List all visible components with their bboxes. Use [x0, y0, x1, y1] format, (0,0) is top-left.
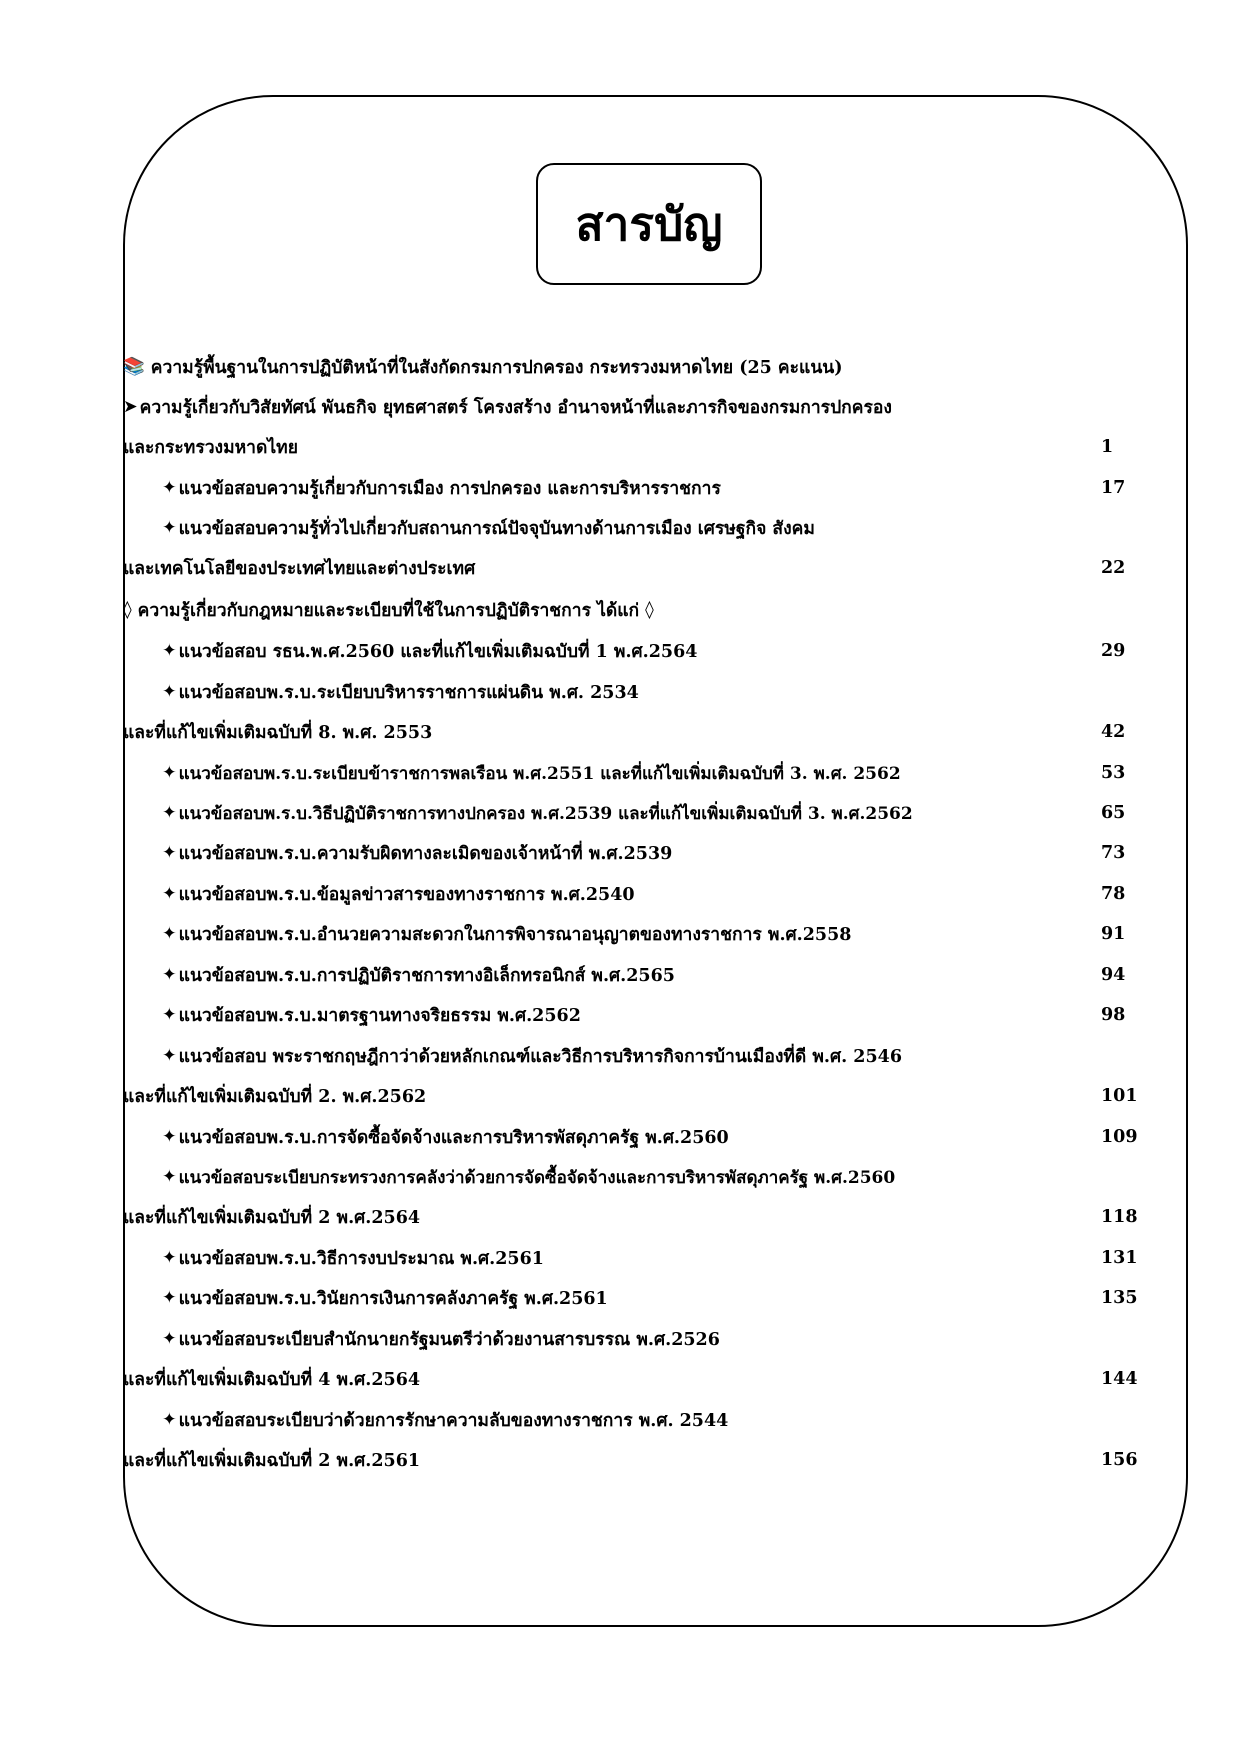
toc-page-number: 78	[1101, 884, 1126, 904]
toc-entry-line1[interactable]: ✦ แนวข้อสอบพ.ร.บ.การปฏิบัติราชการทางอิเล็กทรอนิกส์ พ.ศ.2565	[162, 965, 675, 986]
toc-page-number: 101	[1101, 1086, 1138, 1106]
four-point-star-icon: ✦	[162, 1046, 177, 1066]
title-box	[536, 163, 762, 285]
toc-page-number: 53	[1101, 763, 1126, 783]
four-point-star-icon: ✦	[162, 803, 177, 823]
toc-entry-line1[interactable]: ✦ แนวข้อสอบพ.ร.บ.มาตรฐานทางจริยธรรม พ.ศ.2562	[162, 1005, 581, 1026]
toc-entry-line1[interactable]: ✦ แนวข้อสอบพ.ร.บ.การจัดซื้อจัดจ้างและการบริหารพัสดุภาครัฐ พ.ศ.2560	[162, 1127, 729, 1148]
toc-entry-line1[interactable]: ✦ แนวข้อสอบพ.ร.บ.ข้อมูลข่าวสารของทางราชการ พ.ศ.2540	[162, 884, 635, 905]
toc-page-number: 109	[1101, 1127, 1138, 1147]
toc-entry-line2[interactable]: และเทคโนโลยีของประเทศไทยและต่างประเทศ	[123, 559, 476, 579]
toc-entry-line1[interactable]: ✦ แนวข้อสอบพ.ร.บ.ความรับผิดทางละเมิดของเจ้าหน้าที่ พ.ศ.2539	[162, 843, 673, 864]
four-point-star-icon: ✦	[162, 1329, 177, 1349]
toc-entry-line1[interactable]: ✦ แนวข้อสอบ รธน.พ.ศ.2560 และที่แก้ไขเพิ่มเติมฉบับที่ 1 พ.ศ.2564	[162, 641, 698, 662]
diamond-outline-icon: ◊	[645, 600, 654, 620]
toc-page-number: 118	[1101, 1207, 1138, 1227]
toc-page-number: 73	[1101, 843, 1126, 863]
toc-entry-line1[interactable]: ✦ แนวข้อสอบ พระราชกฤษฎีกาว่าด้วยหลักเกณฑ์และวิธีการบริหารกิจการบ้านเมืองที่ดี พ.ศ. 2546	[162, 1046, 902, 1067]
section1-heading-row	[123, 347, 843, 387]
toc-entry-line1[interactable]: ✦ แนวข้อสอบระเบียบสำนักนายกรัฐมนตรีว่าด้วยงานสารบรรณ พ.ศ.2526	[162, 1329, 720, 1350]
four-point-star-icon: ✦	[162, 1167, 177, 1187]
toc-page-number: 42	[1101, 722, 1126, 742]
toc-entry-line1[interactable]: ✦ แนวข้อสอบระเบียบกระทรวงการคลังว่าด้วยการจัดซื้อจัดจ้างและการบริหารพัสดุภาครัฐ พ.ศ.2560	[162, 1167, 896, 1188]
toc-page-number: 29	[1101, 641, 1126, 661]
section1-heading: ความรู้พื้นฐานในการปฏิบัติหน้าที่ในสังกัดกรมการปกครอง กระทรวงมหาดไทย (25 คะแนน)	[150, 358, 843, 378]
diamond-outline-icon: ◊	[123, 600, 132, 620]
four-point-star-icon: ✦	[162, 1410, 177, 1430]
four-point-star-icon: ✦	[162, 682, 177, 702]
four-point-star-icon: ✦	[162, 924, 177, 944]
toc-page-number: 156	[1101, 1450, 1138, 1470]
toc-page-number: 98	[1101, 1005, 1126, 1025]
toc-entry-line1[interactable]: ✦ แนวข้อสอบความรู้ทั่วไปเกี่ยวกับสถานการณ์ปัจจุบันทางด้านการเมือง เศรษฐกิจ สังคม	[162, 518, 815, 539]
toc-entry-line2[interactable]: และที่แก้ไขเพิ่มเติมฉบับที่ 2 พ.ศ.2564	[123, 1208, 421, 1228]
four-point-star-icon: ✦	[162, 843, 177, 863]
toc-page-number: 22	[1101, 558, 1126, 578]
four-point-star-icon: ✦	[162, 1005, 177, 1025]
toc-page-number: 91	[1101, 924, 1126, 944]
toc-entry-line1[interactable]: ✦ แนวข้อสอบพ.ร.บ.อำนวยความสะดวกในการพิจารณาอนุญาตของทางราชการ พ.ศ.2558	[162, 924, 852, 945]
four-point-star-icon: ✦	[162, 1288, 177, 1308]
toc-entry-line1[interactable]: ✦ แนวข้อสอบพ.ร.บ.วินัยการเงินการคลังภาครัฐ พ.ศ.2561	[162, 1288, 608, 1309]
toc-entry-line1[interactable]: ✦ แนวข้อสอบพ.ร.บ.วิธีปฏิบัติราชการทางปกครอง พ.ศ.2539 และที่แก้ไขเพิ่มเติมฉบับที่ 3. พ.ศ.2562	[162, 803, 913, 824]
toc-entry-line2[interactable]: และกระทรวงมหาดไทย	[123, 438, 298, 458]
toc-entry-line1[interactable]: ✦ แนวข้อสอบระเบียบว่าด้วยการรักษาความลับของทางราชการ พ.ศ. 2544	[162, 1410, 729, 1431]
four-point-star-icon: ✦	[162, 478, 177, 498]
toc-page-number: 144	[1101, 1369, 1138, 1389]
arrowhead-bullet-icon: ➤	[123, 397, 138, 417]
book-stack-icon: 📚	[123, 357, 145, 377]
toc-entry-line2[interactable]: และที่แก้ไขเพิ่มเติมฉบับที่ 8. พ.ศ. 2553	[123, 723, 433, 743]
toc-page-number: 135	[1101, 1288, 1138, 1308]
toc-entry-line2[interactable]: และที่แก้ไขเพิ่มเติมฉบับที่ 4 พ.ศ.2564	[123, 1370, 421, 1390]
toc-entry-line1[interactable]: ✦ แนวข้อสอบความรู้เกี่ยวกับการเมือง การปกครอง และการบริหารราชการ	[162, 478, 721, 499]
toc-entry-line1[interactable]: ✦ แนวข้อสอบพ.ร.บ.ระเบียบบริหารราชการแผ่นดิน พ.ศ. 2534	[162, 682, 639, 703]
four-point-star-icon: ✦	[162, 641, 177, 661]
toc-page-number: 1	[1101, 437, 1114, 457]
toc-entry-line1[interactable]: ➤ ความรู้เกี่ยวกับวิสัยทัศน์ พันธกิจ ยุทธศาสตร์ โครงสร้าง อำนาจหน้าที่และภารกิจของกรมการปกครอง	[123, 397, 892, 418]
four-point-star-icon: ✦	[162, 518, 177, 538]
page-title: สารบัญ	[575, 197, 723, 251]
section2-heading-row	[123, 590, 654, 630]
toc-entry-line2[interactable]: และที่แก้ไขเพิ่มเติมฉบับที่ 2. พ.ศ.2562	[123, 1087, 427, 1107]
toc-entry-line2[interactable]: และที่แก้ไขเพิ่มเติมฉบับที่ 2 พ.ศ.2561	[123, 1451, 421, 1471]
four-point-star-icon: ✦	[162, 1248, 177, 1268]
toc-entry-line1[interactable]: ✦ แนวข้อสอบพ.ร.บ.วิธีการงบประมาณ พ.ศ.2561	[162, 1248, 544, 1269]
four-point-star-icon: ✦	[162, 965, 177, 985]
four-point-star-icon: ✦	[162, 1127, 177, 1147]
toc-entry-line1[interactable]: ✦ แนวข้อสอบพ.ร.บ.ระเบียบข้าราชการพลเรือน พ.ศ.2551 และที่แก้ไขเพิ่มเติมฉบับที่ 3. พ.ศ. 2562	[162, 763, 901, 784]
toc-page-number: 94	[1101, 965, 1126, 985]
toc-page-number: 65	[1101, 803, 1126, 823]
four-point-star-icon: ✦	[162, 884, 177, 904]
section2-heading: ความรู้เกี่ยวกับกฎหมายและระเบียบที่ใช้ในการปฏิบัติราชการ ได้แก่	[137, 601, 640, 621]
toc-page-number: 17	[1101, 478, 1126, 498]
four-point-star-icon: ✦	[162, 763, 177, 783]
toc-page-number: 131	[1101, 1248, 1138, 1268]
